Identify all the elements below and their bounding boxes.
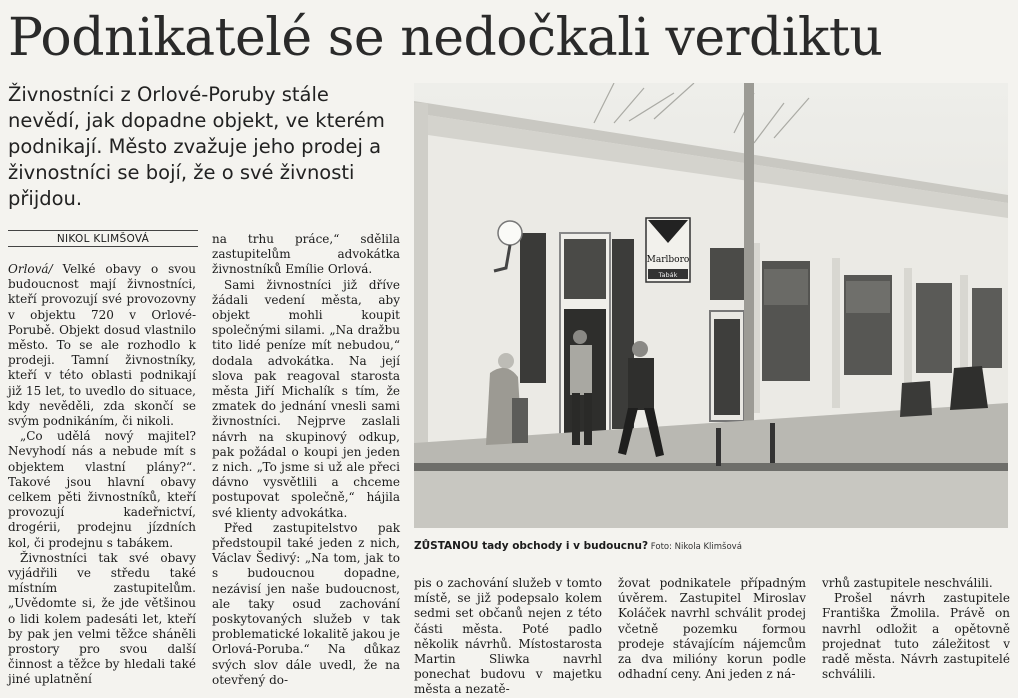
byline: NIKOL KLIMŠOVÁ (8, 230, 198, 247)
article-column-5 (822, 576, 1010, 682)
paragraph: žovat podnikatele případným úvěrem. Zastupitel Miroslav Koláček navrhl schválit prodej včetně pozemku formou prodeje stávajícím nájemcům za dva milióny korun podle odhadní ceny. Ani jeden z ná- (618, 576, 806, 682)
paragraph: Živnostníci tak své obavy vyjádřili ve středu také místním zastupitelům. „Uvědomte si, že jde většinou o lidi kolem padesáti let, kteří by pak jen velmi těžce sháněli prostory pro svou další činnost a těžce by hledali také jiné uplatnění (8, 550, 196, 687)
paragraph: vrhů zastupitele neschválili. (822, 576, 993, 590)
lead-paragraph: Živnostníci z Orlové-Poruby stále nevědí, jak dopadne objekt, ve kterém podnikají. Město zvažuje jeho prodej a živnostníci se bojí, že o své živnosti přijdou. (8, 83, 385, 210)
article-column-4 (618, 576, 806, 682)
paragraph: Prošel návrh zastupitele Františka Žmolila. Právě on navrhl odložit a opětovně projednat tuto záležitost v radě města. Návrh zastupitelé schválili. (822, 591, 1010, 682)
headline: Podnikatelé se nedočkali verdiktu (8, 8, 883, 68)
caption-title: ZŮSTANOU tady obchody i v budoucnu? (414, 540, 649, 552)
sign-brand-text: Marlboro (646, 255, 690, 265)
paragraph: pis o zachování služeb v tomto místě, se již podepsalo kolem sedmi set občanů nejen z této části města. Poté padlo několik návrhů. Místostarosta Martin Sliwka navrhl ponechat budovu v majetku města a nezatě- (414, 576, 602, 697)
photo-credit: Foto: Nikola Klimšová (648, 542, 742, 552)
dateline: Orlová/ (8, 262, 53, 276)
paragraph: „Co udělá nový majitel? Nevyhodí nás a nebude mít s objektem vlastní plány?“. Takové jsou hlavní obavy celkem pěti živnostníků, kteří provozují kadeřnictví, drogérii, prodejnu jízdních kol, či prodejnu s tabákem. (8, 429, 196, 550)
paragraph-text: Velké obavy o svou budoucnost mají živnostníci, kteří provozují své provozovny v objektu 720 v Orlové-Porubě. Objekt dosud vlastnilo město. To se ale rozhodlo k prodeji. Tamní živnostníky, kteří v této oblasti podnikají již 15 let, to uvedlo do situace, kdy nevěděli, zda skončí se svým podnikáním, či nikoli. (8, 262, 196, 429)
storefront-photo-image (414, 83, 1008, 528)
sign-sub-text: Tabák (658, 271, 678, 279)
paragraph (8, 262, 196, 429)
paragraph: na trhu práce,“ sdělila zastupitelům advokátka živnostníků Emílie Orlová. (212, 232, 400, 277)
article-column-1 (8, 262, 196, 688)
storefront-photo (414, 83, 1008, 528)
article-column-2 (212, 232, 400, 688)
paragraph: Sami živnostníci již dříve žádali vedení města, aby objekt mohli koupit společnými silami. „Na dražbu tito lidé peníze mít nebudou,“ dodala advokátka. Na její slova pak reagoval starosta města Jiří Michalík s tím, že zmatek do jednání vnesli sami živnostníci. Nejprve zaslali návrh na skupinový odkup, pak požádal o koupi jen jeden z nich. „To jsme si už ale přeci dávno vysvětlili a chceme postupovat společně,“ hájila své klienty advokátka. (212, 277, 400, 520)
paragraph: Před zastupitelstvo pak předstoupil také jeden z nich, Václav Šedivý: „Na tom, jak to s budoucnou dopadne, nezávisí jen naše budoucnost, ale taky osud zachování poskytovaných služeb v tak problematické lokalitě jakou je Orlová-Poruba.“ Na důkaz svých slov dále uvedl, že na otevřený do- (212, 520, 401, 687)
article-column-3 (414, 576, 602, 698)
photo-caption (414, 540, 1008, 552)
